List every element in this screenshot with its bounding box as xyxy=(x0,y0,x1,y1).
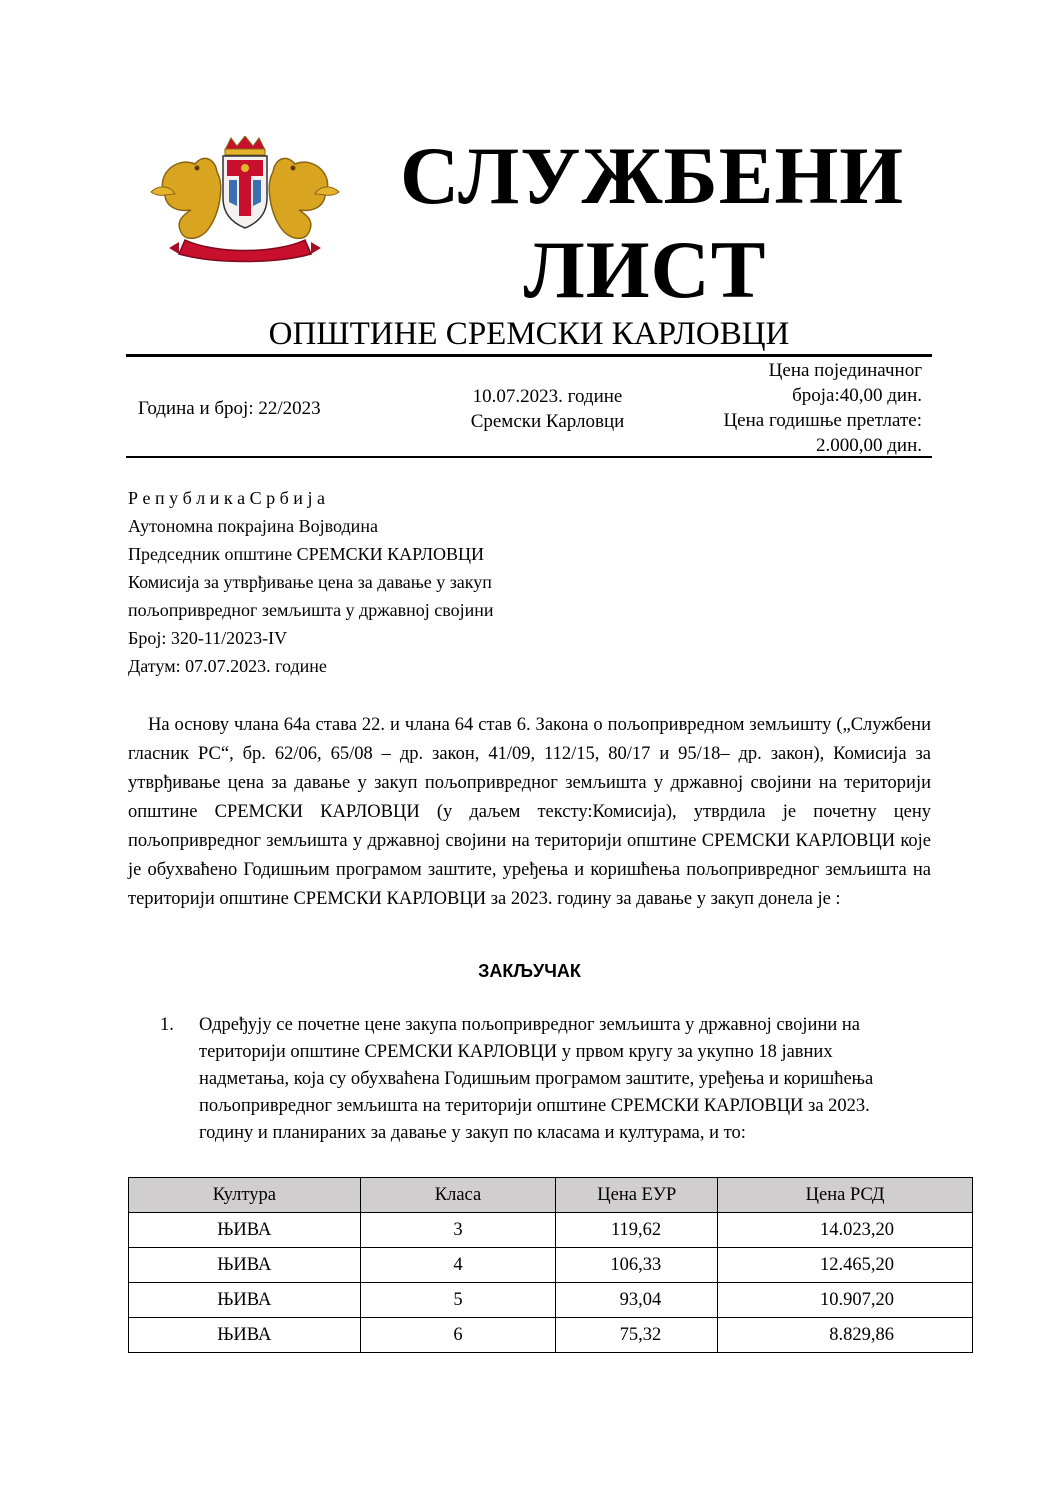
issue-date-place xyxy=(440,384,655,434)
table-row xyxy=(129,1318,973,1353)
item-number: 1. xyxy=(160,1015,174,1035)
masthead-title-line1: СЛУЖБЕНИ xyxy=(400,130,905,221)
cell-culture: ЊИВА xyxy=(129,1318,361,1353)
sender-president: Председник општине СРЕМСКИ КАРЛОВЦИ xyxy=(128,544,485,564)
table-header-row xyxy=(129,1178,973,1213)
cell-price-rsd: 10.907,20 xyxy=(718,1283,973,1318)
cell-price-rsd: 12.465,20 xyxy=(718,1248,973,1283)
intro-paragraph: На основу члана 64а става 22. и члана 64 став 6. Закона о пољопривредном земљишту („Службени гласник РС“, бр. 62/06, 65/08 – др. закон, 41/09, 112/15, 80/17 и 95/18– др. закон), Комисија за утврђивање цена за давање у закуп пољопривредног земљишта у државној својини на територији општине СРЕМСКИ КАРЛОВЦИ (у даљем тексту:Комисија), утврдила је почетну цену пољопривредног земљишта у државној својини на територији општине СРЕМСКИ КАРЛОВЦИ које је обухваћено Годишњим програмом заштите, уређења и коришћења пољопривредног земљишта на територији општине СРЕМСКИ КАРЛОВЦИ за 2023. годину за давање у закуп донела је : xyxy=(128,715,931,909)
cell-class: 6 xyxy=(360,1318,556,1353)
cell-price-rsd: 8.829,86 xyxy=(718,1318,973,1353)
price-annual-line1: Цена годишње претлате: xyxy=(723,410,922,431)
issue-prices xyxy=(660,358,922,458)
cell-culture: ЊИВА xyxy=(129,1248,361,1283)
table-row xyxy=(129,1283,973,1318)
table-row xyxy=(129,1213,973,1248)
sender-commission-cont: пољопривредног земљишта у државној својини xyxy=(128,600,494,620)
issue-year-number: Година и број: 22/2023 xyxy=(138,398,321,419)
price-single-line1: Цена појединачног xyxy=(768,360,922,381)
coat-of-arms-emblem xyxy=(145,136,345,264)
cell-price-rsd: 14.023,20 xyxy=(718,1213,973,1248)
masthead-top-rule xyxy=(126,354,932,357)
sender-block xyxy=(128,484,494,680)
header-class: Класа xyxy=(360,1178,556,1213)
sender-date: Датум: 07.07.2023. године xyxy=(128,656,327,676)
cell-price-eur: 75,32 xyxy=(556,1318,718,1353)
sender-reference-number: Број: 320-11/2023-IV xyxy=(128,628,288,648)
sender-province: Аутономна покрајина Војводина xyxy=(128,516,378,536)
price-annual-line2: 2.000,00 дин. xyxy=(815,435,922,456)
table-row xyxy=(129,1248,973,1283)
cell-class: 3 xyxy=(360,1213,556,1248)
price-single-line2: броја:40,00 дин. xyxy=(792,385,922,406)
masthead-title-line2: ЛИСТ xyxy=(523,224,767,315)
cell-price-eur: 119,62 xyxy=(556,1213,718,1248)
masthead-subtitle: ОПШТИНЕ СРЕМСКИ КАРЛОВЦИ xyxy=(268,316,790,352)
cell-price-eur: 106,33 xyxy=(556,1248,718,1283)
price-table xyxy=(128,1177,973,1353)
issue-date: 10.07.2023. године xyxy=(472,386,623,407)
conclusion-heading: ЗАКЉУЧАК xyxy=(478,961,581,981)
header-culture: Култура xyxy=(129,1178,361,1213)
sender-country: Р е п у б л и к а С р б и ј а xyxy=(128,488,325,508)
header-price-eur: Цена ЕУР xyxy=(556,1178,718,1213)
issue-place: Сремски Карловци xyxy=(470,411,625,432)
header-price-rsd: Цена РСД xyxy=(718,1178,973,1213)
item-text: Одређују се почетне цене закупа пољопривредног земљишта у државној својини на територији општине СРЕМСКИ КАРЛОВЦИ у првом кругу за укупно 18 јавних надметања, која су обухваћена Годишњим програмом заштите, уређења и коришћења пољопривредног земљишта на територији општине СРЕМСКИ КАРЛОВЦИ за 2023. годину и планираних за давање у закуп по класама и културама, и то: xyxy=(199,1015,874,1143)
sender-commission: Комисија за утврђивање цена за давање у закуп xyxy=(128,572,492,592)
cell-class: 5 xyxy=(360,1283,556,1318)
cell-culture: ЊИВА xyxy=(129,1213,361,1248)
cell-class: 4 xyxy=(360,1248,556,1283)
cell-price-eur: 93,04 xyxy=(556,1283,718,1318)
cell-culture: ЊИВА xyxy=(129,1283,361,1318)
masthead-bottom-rule xyxy=(126,456,932,458)
